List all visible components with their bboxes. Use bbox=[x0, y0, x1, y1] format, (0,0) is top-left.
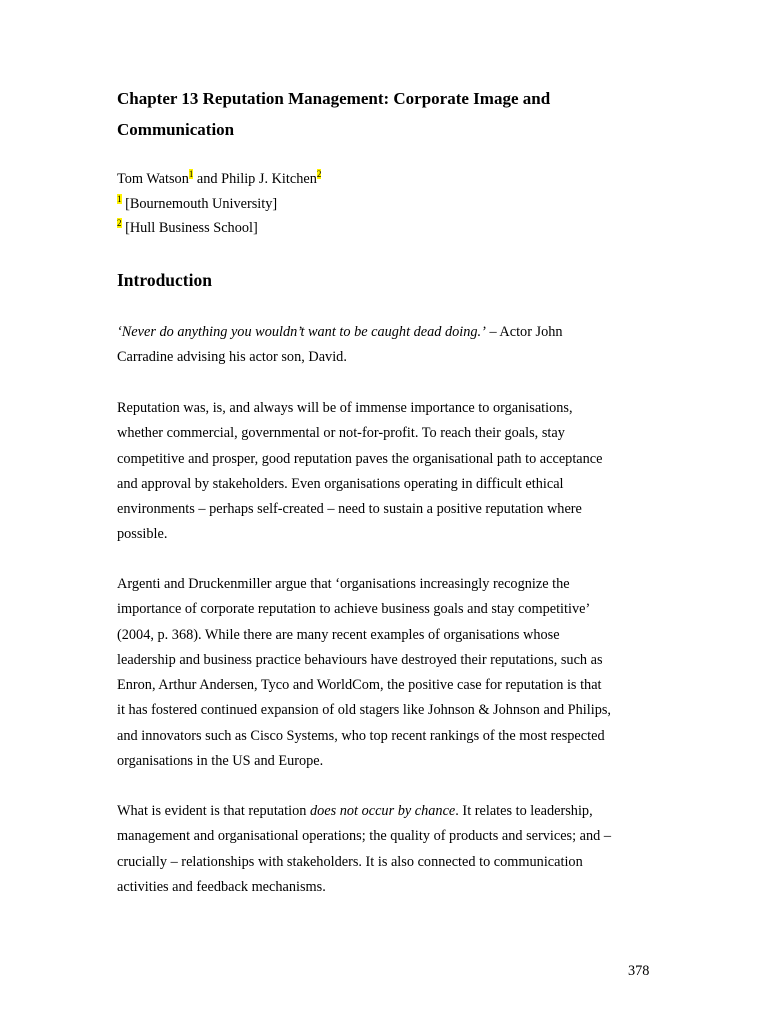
body-paragraph bbox=[117, 799, 657, 900]
body-paragraph bbox=[117, 396, 657, 548]
footnote-marker: 2 bbox=[316, 169, 322, 179]
affiliation-text: [Bournemouth University] bbox=[121, 196, 278, 212]
paragraph-line: competitive and prosper, good reputation paves the organisational path to acceptance bbox=[117, 450, 603, 467]
author-line bbox=[117, 170, 321, 188]
footnote-marker: 1 bbox=[117, 194, 122, 204]
chapter-title bbox=[117, 83, 677, 145]
paragraph-line: importance of corporate reputation to achieve business goals and stay competitive’ bbox=[117, 601, 591, 618]
paragraph-line: organisations in the US and Europe. bbox=[117, 753, 324, 770]
affiliation bbox=[117, 219, 258, 237]
epigraph-quote bbox=[117, 320, 657, 371]
footnote-marker: 1 bbox=[188, 169, 194, 179]
chapter-title-line: Chapter 13 Reputation Management: Corporate Image and bbox=[117, 89, 551, 108]
paragraph-line: activities and feedback mechanisms. bbox=[117, 878, 326, 895]
paragraph-line: environments – perhaps self-created – need to sustain a positive reputation where bbox=[117, 501, 582, 518]
chapter-title-line: Communication bbox=[117, 120, 235, 139]
quote-line: Carradine advising his actor son, David. bbox=[117, 349, 347, 366]
author-conjunction: and bbox=[193, 171, 222, 187]
footnote-marker: 2 bbox=[117, 218, 122, 228]
quote-italic: ‘Never do anything you wouldn’t want to be caught dead doing.’ bbox=[117, 324, 486, 340]
paragraph-line: management and organisational operations; the quality of products and services; and – bbox=[117, 828, 612, 845]
paragraph-line: (2004, p. 368). While there are many recent examples of organisations whose bbox=[117, 626, 560, 643]
emphasis-text: does not occur by chance bbox=[309, 803, 456, 819]
paragraph-line: Reputation was, is, and always will be of immense importance to organisations, bbox=[117, 400, 573, 416]
paragraph-line: and innovators such as Cisco Systems, who top recent rankings of the most respected bbox=[117, 727, 605, 744]
paragraph-line: Argenti and Druckenmiller argue that ‘organisations increasingly recognize the bbox=[117, 576, 570, 592]
paragraph-line: whether commercial, governmental or not-for-profit. To reach their goals, stay bbox=[117, 425, 565, 442]
affiliation bbox=[117, 195, 277, 213]
paragraph-line: possible. bbox=[117, 526, 168, 543]
section-heading: Introduction bbox=[117, 270, 212, 290]
paragraph-text: What is evident is that reputation bbox=[117, 803, 310, 819]
paragraph-line bbox=[117, 799, 657, 824]
paragraph-line: and approval by stakeholders. Even organisations operating in difficult ethical bbox=[117, 475, 564, 492]
page-number: 378 bbox=[628, 963, 650, 979]
paragraph-text: . It relates to leadership, bbox=[455, 803, 593, 819]
paragraph-line: Enron, Arthur Andersen, Tyco and WorldCom, the positive case for reputation is that bbox=[117, 677, 602, 694]
paragraph-line: crucially – relationships with stakeholders. It is also connected to communication bbox=[117, 853, 583, 870]
affiliation-text: [Hull Business School] bbox=[121, 220, 258, 236]
author-name: Tom Watson bbox=[117, 171, 189, 187]
paragraph-line: it has fostered continued expansion of old stagers like Johnson & Johnson and Philips, bbox=[117, 702, 611, 719]
quote-attribution: – Actor John bbox=[485, 324, 563, 340]
body-paragraph bbox=[117, 572, 657, 774]
quote-line bbox=[117, 320, 657, 345]
paragraph-line: leadership and business practice behaviours have destroyed their reputations, such as bbox=[117, 651, 603, 668]
author-name: Philip J. Kitchen bbox=[221, 171, 317, 187]
